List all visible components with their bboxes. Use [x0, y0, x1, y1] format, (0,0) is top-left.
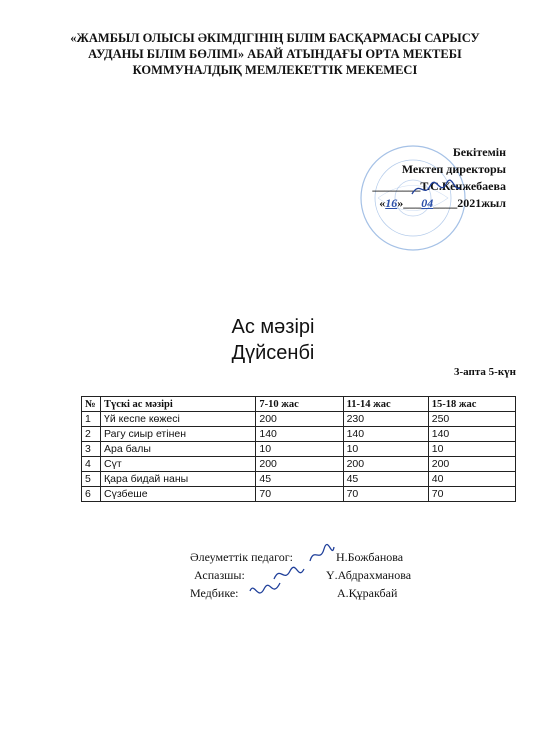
row-portion-11-14: 230: [343, 412, 428, 427]
row-portion-15-18: 200: [428, 457, 515, 472]
approval-name: ________Т.С.Кенжебаева: [372, 179, 506, 193]
header-age-7-10: 7-10 жас: [256, 397, 343, 412]
row-portion-15-18: 10: [428, 442, 515, 457]
signature-role: Медбике:: [190, 586, 239, 600]
row-dish: Үй кеспе көжесі: [101, 412, 256, 427]
director-name: Т.С.Кенжебаева: [420, 179, 506, 193]
header-age-11-14: 11-14 жас: [343, 397, 428, 412]
row-number: 6: [82, 487, 101, 502]
row-portion-7-10: 45: [256, 472, 343, 487]
row-portion-11-14: 200: [343, 457, 428, 472]
row-number: 1: [82, 412, 101, 427]
row-portion-15-18: 40: [428, 472, 515, 487]
signature-scribble-icon: [308, 543, 336, 565]
signature-scribble-icon: [248, 579, 282, 603]
row-dish: Қара бидай наны: [101, 472, 256, 487]
signature-name: А.Құракбай: [337, 586, 398, 600]
row-number: 2: [82, 427, 101, 442]
row-portion-15-18: 140: [428, 427, 515, 442]
approval-position: Мектеп директоры: [401, 162, 506, 176]
table-row: [82, 487, 516, 502]
row-portion-15-18: 70: [428, 487, 515, 502]
signature-name: Ү.Абдрахманова: [326, 568, 412, 582]
approval-year: 2021жыл: [457, 196, 506, 210]
row-portion-11-14: 45: [343, 472, 428, 487]
row-number: 5: [82, 472, 101, 487]
table-row: [82, 412, 516, 427]
table-row: [82, 457, 516, 472]
row-dish: Сүт: [101, 457, 256, 472]
row-portion-7-10: 70: [256, 487, 343, 502]
row-dish: Сүзбеше: [101, 487, 256, 502]
header-dish: Түскі ас мәзірі: [101, 397, 256, 412]
row-portion-7-10: 140: [256, 427, 343, 442]
approval-day: 16: [385, 196, 398, 210]
row-portion-11-14: 70: [343, 487, 428, 502]
table-row: [82, 472, 516, 487]
header-line-1: «ЖАМБЫЛ ОЛЫСЫ ӘКІМДІГІНІҢ БІЛІМ БАСҚАРМАСЫ САРЫСУ: [70, 31, 480, 45]
row-number: 4: [82, 457, 101, 472]
table-row: [82, 442, 516, 457]
table-header-row: [82, 397, 516, 412]
row-portion-7-10: 200: [256, 412, 343, 427]
header-line-3: КОММУНАЛДЫҚ МЕМЛЕКЕТТІК МЕКЕМЕСІ: [132, 63, 418, 77]
header-age-15-18: 15-18 жас: [428, 397, 515, 412]
approval-title: Бекітемін: [452, 145, 506, 159]
week-label: 3-апта 5-күн: [454, 366, 516, 378]
row-portion-7-10: 200: [256, 457, 343, 472]
signature-role: Аспазшы:: [194, 568, 245, 582]
row-portion-11-14: 10: [343, 442, 428, 457]
row-portion-11-14: 140: [343, 427, 428, 442]
date-open-quote: «: [379, 196, 386, 210]
signature-role: Әлеуметтік педагог:: [190, 550, 293, 564]
row-portion-15-18: 250: [428, 412, 515, 427]
document-header: [40, 30, 510, 78]
director-signature-icon: [410, 178, 462, 200]
approval-month: 04: [421, 196, 434, 210]
row-dish: Ара балы: [101, 442, 256, 457]
header-number: №: [82, 397, 101, 412]
menu-table: [81, 396, 516, 502]
page-title: [0, 314, 546, 366]
header-line-2: АУДАНЫ БІЛІМ БӨЛІМІ» АБАЙ АТЫНДАҒЫ ОРТА МЕКТЕБІ: [88, 47, 462, 61]
title-day: Дүйсенбі: [231, 342, 315, 364]
row-portion-7-10: 10: [256, 442, 343, 457]
table-row: [82, 427, 516, 442]
row-number: 3: [82, 442, 101, 457]
approval-date: «16»___04____2021жыл: [379, 196, 506, 210]
row-dish: Рагу сиыр етінен: [101, 427, 256, 442]
signature-name: Н.Божбанова: [336, 550, 404, 564]
title-menu: Ас мәзірі: [231, 316, 315, 338]
date-close-quote: »: [397, 196, 404, 210]
